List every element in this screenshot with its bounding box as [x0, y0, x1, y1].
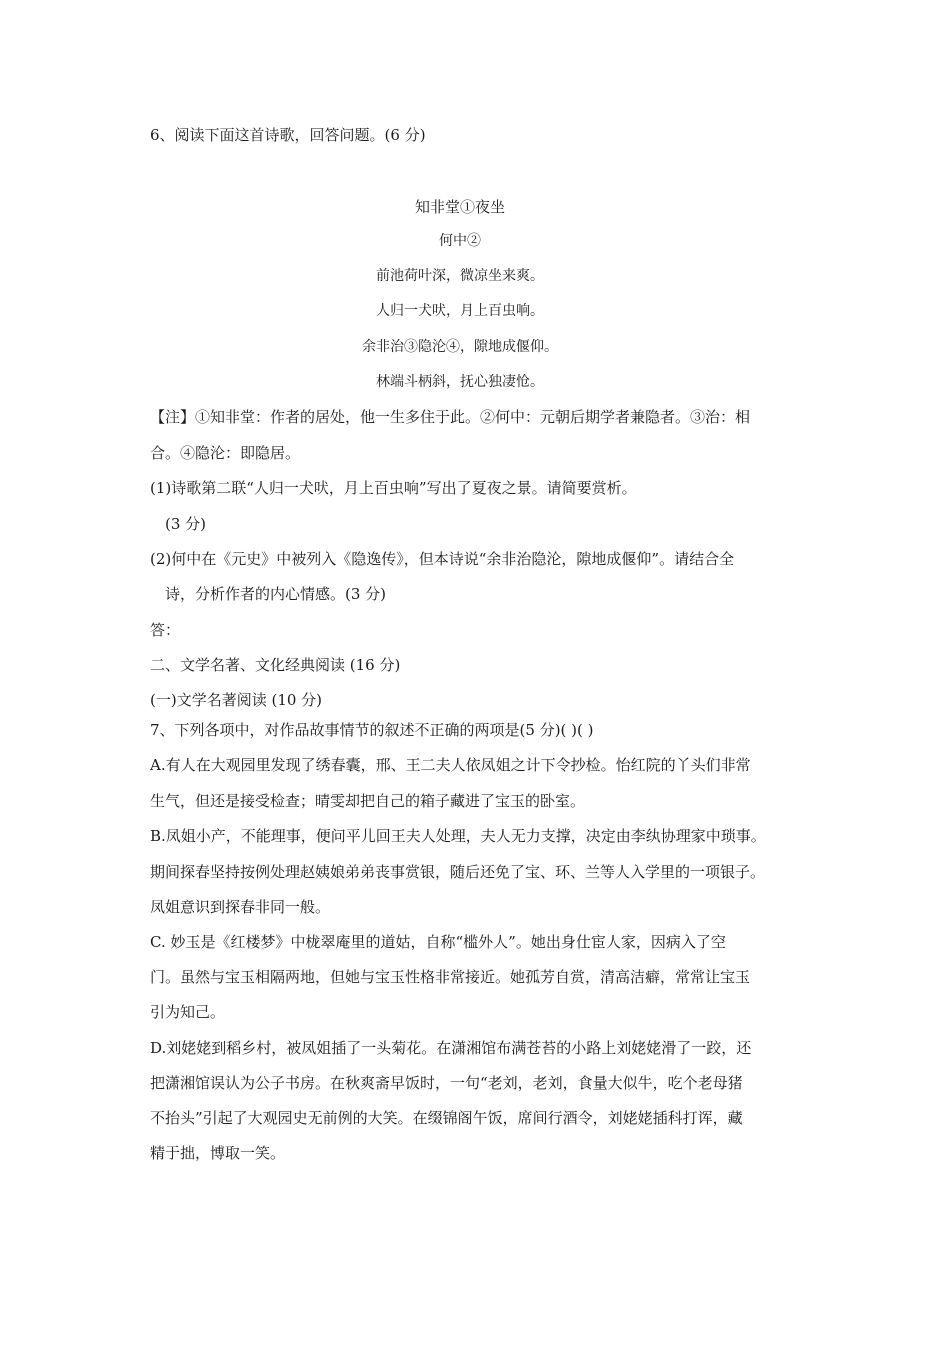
option-a-line-1: A.有人在大观园里发现了绣春囊，邢、王二夫人依凤姐之计下令抄检。怡红院的丫头们非常 [150, 756, 751, 774]
question-6-prompt: 6、阅读下面这首诗歌，回答问题。(6 分) [150, 126, 426, 144]
option-b-line-2: 期间探春坚持按例处理赵姨娘弟弟丧事赏银，随后还免了宝、环、兰等人入学里的一项银子。 [150, 863, 766, 881]
option-c-line-1: C. 妙玉是《红楼梦》中栊翠庵里的道姑，自称“槛外人”。她出身仕宦人家，因病入了空 [150, 933, 726, 951]
option-b-line-1: B.凤姐小产，不能理事，便问平儿回王夫人处理，夫人无力支撑，决定由李纨协理家中琐事。 [150, 827, 766, 845]
option-d-line-1: D.刘姥姥到稻乡村，被凤姐插了一头菊花。在潇湘馆布满苍苔的小路上刘姥姥滑了一跤，还 [150, 1039, 752, 1057]
sub-question-1-score: (3 分) [165, 515, 207, 533]
question-7-prompt: 7、下列各项中，对作品故事情节的叙述不正确的两项是(5 分)( )( ) [150, 721, 594, 739]
option-d-line-2: 把潇湘馆误认为公子书房。在秋爽斋早饭时，一句“老刘，老刘，食量大似牛，吃个老母猪 [150, 1074, 743, 1092]
poem-line-1: 前池荷叶深，微凉坐来爽。 [376, 268, 544, 284]
section-2-subheading: (一)文学名著阅读 (10 分) [150, 691, 323, 709]
option-d-line-3: 不抬头”引起了大观园史无前例的大笑。在缀锦阁午饭，席间行酒令，刘姥姥插科打诨，藏 [150, 1109, 743, 1127]
poem-line-2: 人归一犬吠，月上百虫响。 [376, 303, 544, 319]
sub-question-2: (2)何中在《元史》中被列入《隐逸传》，但本诗说“余非治隐沦，隙地成偃仰”。请结合全 [150, 550, 735, 568]
poem-line-3: 余非治③隐沦④，隙地成偃仰。 [362, 339, 558, 355]
option-c-line-2: 门。虽然与宝玉相隔两地，但她与宝玉性格非常接近。她孤芳自赏，清高洁癖，常常让宝玉 [150, 968, 751, 986]
poem-note-line-1: 【注】①知非堂：作者的居处，他一生多住于此。②何中：元朝后期学者兼隐者。③治：相 [150, 408, 751, 426]
option-a-line-2: 生气，但还是接受检查；晴雯却把自己的箱子藏进了宝玉的卧室。 [150, 792, 586, 810]
section-2-heading: 二、文学名著、文化经典阅读 (16 分) [150, 656, 401, 674]
poem-line-4: 林端斗柄斜，抚心独凄怆。 [376, 374, 544, 390]
option-b-line-3: 凤姐意识到探春非同一般。 [150, 898, 331, 916]
poem-author: 何中② [439, 233, 481, 249]
sub-question-1: (1)诗歌第二联“人归一犬吠，月上百虫响”写出了夏夜之景。请简要赏析。 [150, 479, 637, 497]
option-c-line-3: 引为知己。 [150, 1003, 226, 1021]
option-d-line-4: 精于拙，博取一笑。 [150, 1144, 286, 1162]
answer-label: 答： [150, 621, 181, 639]
poem-title: 知非堂①夜坐 [414, 198, 505, 216]
poem-note-line-2: 合。④隐沦：即隐居。 [150, 444, 301, 462]
sub-question-2-cont: 诗，分析作者的内心情感。(3 分) [165, 585, 387, 603]
